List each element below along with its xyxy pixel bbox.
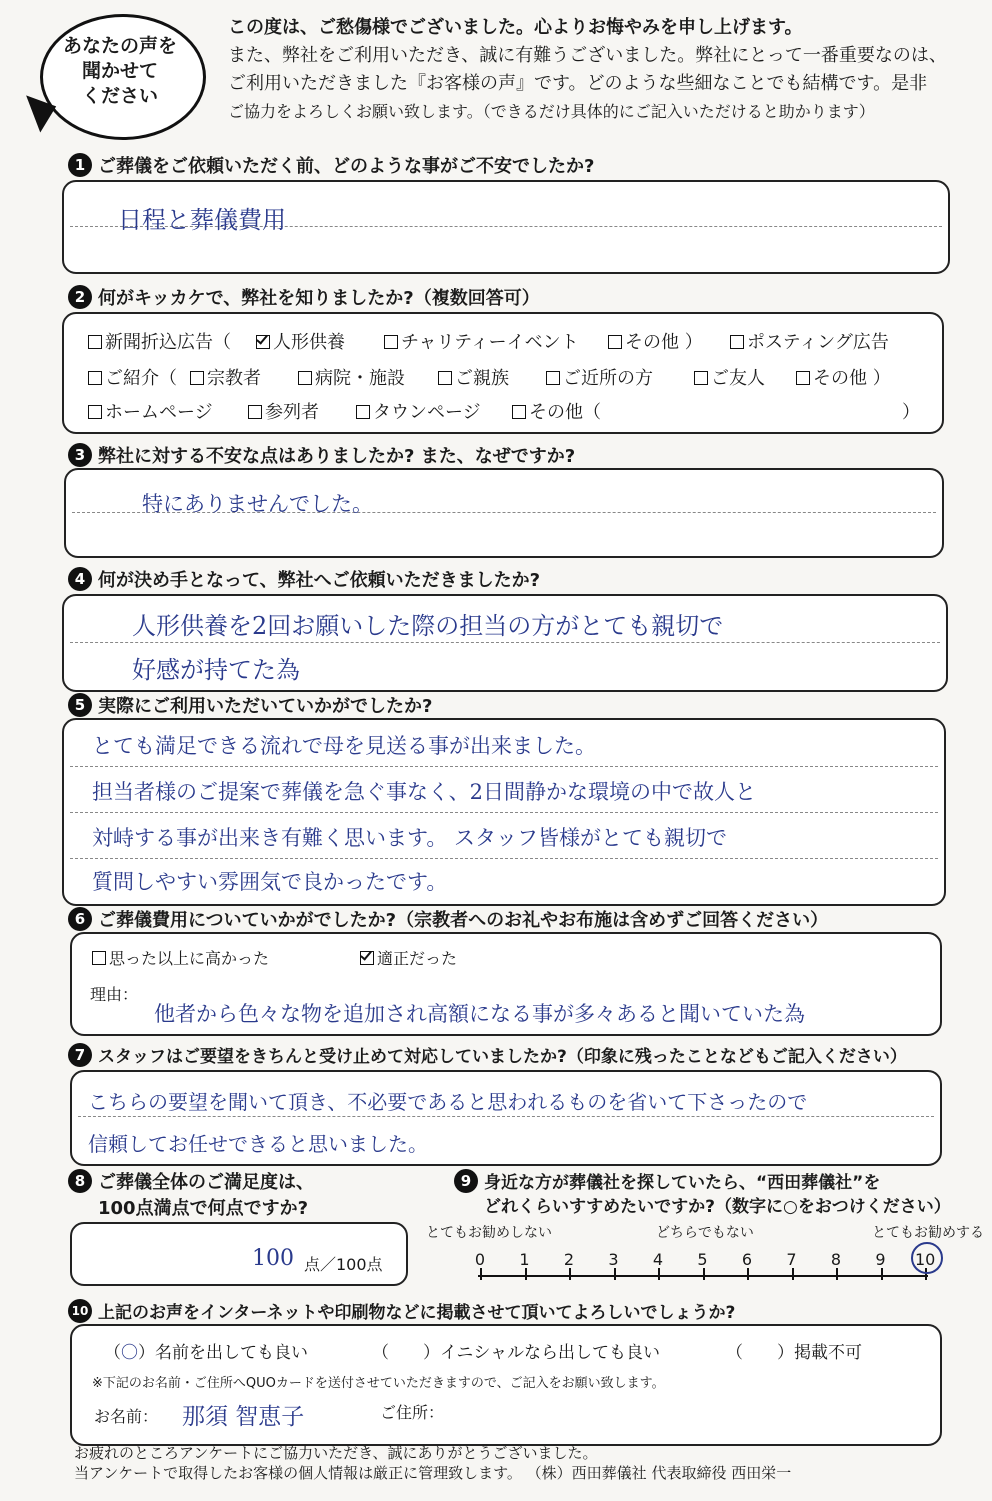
q2-opt-posting[interactable]: ポスティング広告	[730, 328, 889, 354]
q4-number: 4	[68, 567, 92, 591]
q2-opt-other-2[interactable]: その他 ）	[796, 364, 891, 390]
checkbox[interactable]	[92, 951, 106, 965]
q8-heading	[68, 1168, 314, 1194]
q10-name[interactable]: 那須 智恵子	[182, 1404, 305, 1430]
checkbox[interactable]	[88, 335, 102, 349]
bubble-line-2: 聞かせて	[81, 60, 158, 82]
checkbox[interactable]	[512, 405, 526, 419]
q9-heading	[454, 1168, 880, 1193]
q10-opt-name-ok[interactable]: （〇）名前を出しても良い	[104, 1343, 308, 1363]
q7-answer-line-1: こちらの要望を聞いて頂き、不必要であると思われるものを省いて下さったので	[88, 1090, 808, 1114]
intro-line-1: この度は、ご愁傷様でございました。心よりお悔やみを申し上げます。	[228, 17, 803, 38]
q9-scale-number-1[interactable]: 1	[519, 1250, 530, 1269]
q9-scale-number-8[interactable]: 8	[830, 1250, 842, 1269]
checkbox[interactable]	[608, 335, 622, 349]
q8-unit: 点／100点	[304, 1255, 383, 1274]
q1-answer: 日程と葬儀費用	[118, 206, 286, 234]
checkbox[interactable]	[384, 335, 398, 349]
intro-text	[228, 14, 968, 126]
q2-opt-other-1[interactable]: その他 ）	[608, 328, 703, 354]
checkbox[interactable]	[298, 371, 312, 385]
q9-label-low: とてもお勧めしない	[426, 1225, 552, 1241]
q9-tick	[881, 1268, 883, 1280]
q6-heading	[68, 906, 828, 932]
q2-opt-townpage[interactable]: タウンページ	[356, 398, 481, 424]
q6-opt-too-high[interactable]: 思った以上に高かった	[92, 946, 269, 969]
q6-text: ご葬儀費用についていかがでしたか?（宗教者へのお礼やお布施は含めずご回答ください）	[98, 910, 829, 931]
q9-tick	[792, 1268, 794, 1280]
q8-number: 8	[68, 1169, 92, 1193]
q3-text: 弊社に対する不安な点はありましたか? また、なぜですか?	[98, 446, 576, 467]
q8-heading-line-2: 100点満点で何点ですか?	[98, 1198, 309, 1219]
checkbox[interactable]	[438, 371, 452, 385]
checkbox-checked[interactable]	[256, 335, 270, 349]
q9-tick	[836, 1268, 838, 1280]
q9-tick	[658, 1268, 660, 1280]
q9-selected-circle	[911, 1242, 943, 1274]
q2-opt-friends[interactable]: ご友人	[694, 364, 765, 390]
q3-heading	[68, 442, 575, 468]
q9-tick	[614, 1268, 616, 1280]
q2-opt-neighbors[interactable]: ご近所の方	[546, 364, 653, 390]
q9-scale-number-2[interactable]: 2	[563, 1250, 575, 1269]
q4-answer-line-2: 好感が持てた為	[132, 656, 300, 684]
q10-name-label: お名前：	[94, 1407, 159, 1426]
checkbox[interactable]	[730, 335, 744, 349]
bubble-text	[44, 34, 196, 109]
bubble-line-3: ください	[81, 85, 158, 107]
q10-number: 10	[68, 1299, 92, 1323]
ruled-line	[70, 642, 940, 643]
checkbox[interactable]	[190, 371, 204, 385]
q6-reason-label: 理由：	[90, 985, 139, 1004]
q3-answer: 特にありませんでした。	[142, 492, 373, 516]
q6-opt-appropriate[interactable]: 適正だった	[360, 946, 457, 969]
ruled-line	[70, 766, 938, 767]
q3-number: 3	[68, 443, 92, 467]
q9-scale-number-7[interactable]: 7	[786, 1250, 797, 1269]
checkbox[interactable]	[88, 371, 102, 385]
q9-line-1: 身近な方が葬儀社を探していたら、“西田葬儀社”を	[484, 1173, 881, 1193]
bubble-line-1: あなたの声を	[62, 35, 177, 57]
q7-number: 7	[68, 1043, 92, 1067]
q2-opt-doll-memorial[interactable]: 人形供養	[256, 328, 345, 354]
q1-heading	[68, 152, 594, 178]
q2-opt-attendee[interactable]: 参列者	[248, 398, 319, 424]
q9-tick	[480, 1268, 482, 1280]
q5-text: 実際にご利用いただいていかがでしたか?	[98, 696, 433, 717]
ruled-line	[70, 858, 938, 859]
q2-row3-close: ）	[902, 402, 920, 423]
q5-answer-line-3: 対峙する事が出来き有難く思います。 スタッフ皆様がとても親切で	[92, 826, 727, 850]
checkbox[interactable]	[546, 371, 560, 385]
q9-label-mid: どちらでもない	[656, 1225, 754, 1241]
q9-tick	[747, 1268, 749, 1280]
q9-scale-number-10[interactable]: 10	[915, 1250, 936, 1269]
q6-number: 6	[68, 907, 92, 931]
q2-opt-referral[interactable]: ご紹介（	[88, 364, 177, 390]
ruled-line	[78, 1116, 934, 1117]
q1-text: ご葬儀をご依頼いただく前、どのような事がご不安でしたか?	[98, 156, 595, 177]
q1-number: 1	[68, 153, 92, 177]
q7-text: スタッフはご要望をきちんと受け止めて対応していましたか?（印象に残ったことなどもご記入ください）	[98, 1047, 907, 1067]
q9-tick	[703, 1268, 705, 1280]
q2-text: 何がキッカケで、弊社を知りましたか?（複数回答可）	[98, 288, 540, 309]
ruled-line	[70, 812, 938, 813]
q5-answer-line-2: 担当者様のご提案で葬儀を急ぐ事なく、2日間静かな環境の中で故人と	[92, 780, 756, 804]
q5-answer-line-1: とても満足できる流れで母を見送る事が出来ました。	[92, 734, 596, 758]
q9-number: 9	[454, 1169, 478, 1193]
q2-opt-other-3[interactable]: その他（	[512, 398, 601, 424]
q4-heading	[68, 566, 540, 592]
q5-answer-line-4: 質問しやすい雰囲気で良かったです。	[92, 870, 448, 894]
q8-score: 100	[252, 1246, 294, 1271]
q6-answer[interactable]: 他者から色々な物を追加され高額になる事が多々あると聞いていた為	[154, 1002, 805, 1026]
intro-line-3: ご利用いただきました『お客様の声』です。どのような些細なことでも結構です。是非	[228, 73, 928, 94]
intro-line-4: ご協力をよろしくお願い致します。（できるだけ具体的にご記入いただけると助かります）	[228, 102, 875, 121]
q10-address-label: ご住所：	[380, 1403, 445, 1422]
q7-heading	[68, 1042, 907, 1067]
footer-thanks: お疲れのところアンケートにご協力いただき、誠にありがとうございました。	[74, 1444, 598, 1462]
checkbox[interactable]	[356, 405, 370, 419]
q7-answer-line-2: 信頼してお任せできると思いました。	[88, 1132, 428, 1156]
q10-note: ※下記のお名前・ご住所へQUOカードを送付させていただきますので、ご記入をお願い致します。	[92, 1376, 665, 1391]
checkbox[interactable]	[88, 405, 102, 419]
q9-label-high: とてもお勧めする	[872, 1225, 984, 1241]
checkbox[interactable]	[694, 371, 708, 385]
checkbox[interactable]	[248, 405, 262, 419]
q2-opt-homepage[interactable]: ホームページ	[88, 398, 213, 424]
q9-heading-line-2: どれくらいすすめたいですか?（数字に○をおつけください）	[484, 1197, 951, 1217]
q10-text: 上記のお声をインターネットや印刷物などに掲載させて頂いてよろしいでしょうか?	[98, 1303, 736, 1323]
q9-scale-number-9[interactable]: 9	[875, 1250, 886, 1269]
q4-answer-line-1: 人形供養を2回お願いした際の担当の方がとても親切で	[132, 612, 724, 640]
q9-tick	[569, 1268, 571, 1280]
footer-privacy: 当アンケートで取得したお客様の個人情報は厳正に管理致します。 （株）西田葬儀社 代表取締役 西田栄一	[74, 1464, 792, 1482]
q10-opt-no-publish[interactable]: （ ）掲載不可	[726, 1343, 862, 1363]
checkbox-checked[interactable]	[360, 951, 374, 965]
checkbox[interactable]	[796, 371, 810, 385]
q9-scale-number-3[interactable]: 3	[608, 1250, 619, 1269]
q9-scale-number-0[interactable]: 0	[474, 1250, 486, 1269]
q2-number: 2	[68, 285, 92, 309]
q9-tick	[525, 1268, 527, 1280]
q5-number: 5	[68, 693, 92, 717]
q9-scale-number-5[interactable]: 5	[697, 1250, 708, 1269]
q8-line-1: ご葬儀全体のご満足度は、	[98, 1172, 314, 1193]
q4-text: 何が決め手となって、弊社へご依頼いただきましたか?	[98, 570, 541, 591]
q2-opt-relatives[interactable]: ご親族	[438, 364, 509, 390]
q2-opt-newspaper[interactable]: 新聞折込広告（	[88, 328, 231, 354]
q2-opt-hospital[interactable]: 病院・施設	[298, 364, 405, 390]
q9-scale-number-4[interactable]: 4	[652, 1250, 664, 1269]
q10-heading	[68, 1298, 735, 1323]
q2-heading	[68, 284, 540, 310]
q2-opt-charity[interactable]: チャリティーイベント	[384, 328, 579, 354]
q5-heading	[68, 692, 432, 718]
q9-scale-number-6[interactable]: 6	[741, 1250, 753, 1269]
q10-opt-initials-ok[interactable]: （ ）イニシャルなら出しても良い	[372, 1343, 660, 1363]
intro-line-2: また、弊社をご利用いただき、誠に有難うございました。弊社にとって一番重要なのは、	[228, 45, 947, 66]
q2-opt-religious[interactable]: 宗教者	[190, 364, 261, 390]
